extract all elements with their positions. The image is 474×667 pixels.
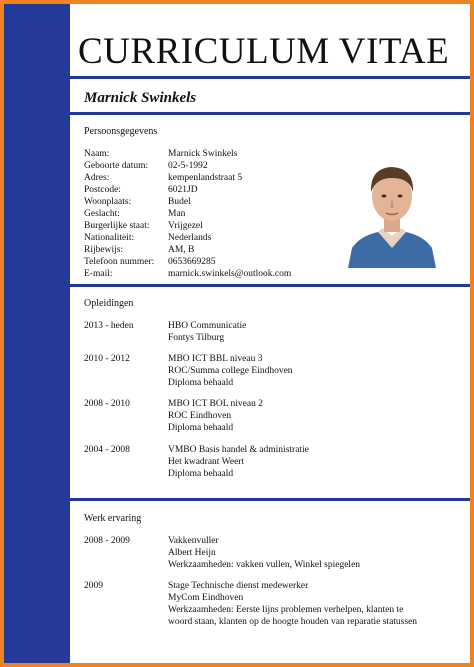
education-line: MBO ICT BOL niveau 2 — [168, 399, 263, 409]
divider-personal — [70, 284, 470, 287]
profile-photo — [344, 156, 440, 268]
work-line: Werkzaamheden: Eerste lijns problemen verhelpen, klanten te — [168, 605, 404, 615]
personal-value: 0653669285 — [168, 257, 216, 267]
education-period: 2004 - 2008 — [84, 445, 130, 455]
education-line: ROC Eindhoven — [168, 411, 232, 421]
education-line: Het kwadrant Weert — [168, 457, 245, 467]
personal-value: kempenlandstraat 5 — [168, 173, 243, 183]
personal-label: Naam: — [84, 149, 110, 159]
personal-value: 02-5-1992 — [168, 161, 208, 171]
sidebar-band — [4, 4, 70, 663]
personal-label: Adres: — [84, 173, 110, 183]
education-heading: Opleidingen — [84, 298, 134, 309]
personal-label: E-mail: — [84, 269, 113, 279]
education-period: 2010 - 2012 — [84, 354, 130, 364]
personal-label: Postcode: — [84, 185, 121, 195]
personal-value: Budel — [168, 197, 191, 207]
education-line: HBO Communicatie — [168, 321, 247, 331]
personal-label: Nationaliteit: — [84, 233, 135, 243]
divider-education — [70, 498, 470, 501]
document-title: CURRICULUM VITAE — [78, 31, 450, 72]
work-line: Albert Heijn — [168, 548, 216, 558]
divider-top — [70, 76, 470, 79]
personal-value: marnick.swinkels@outlook.com — [168, 269, 292, 279]
education-period: 2013 - heden — [84, 321, 134, 331]
education-line: Fontys Tilburg — [168, 333, 225, 343]
education-period: 2008 - 2010 — [84, 399, 130, 409]
education-line: Diploma behaald — [168, 423, 234, 433]
divider-name — [70, 112, 470, 115]
personal-label: Geslacht: — [84, 209, 120, 219]
work-heading: Werk ervaring — [84, 513, 142, 524]
work-line: woord staan, klanten op de hoogte houden van reparatie statussen — [168, 617, 418, 627]
work-line: MyCom Eindhoven — [168, 593, 244, 603]
personal-value: Man — [168, 209, 186, 219]
personal-value: 6021JD — [168, 185, 198, 195]
education-line: Diploma behaald — [168, 469, 234, 479]
work-line: Stage Technische dienst medewerker — [168, 581, 309, 591]
personal-value: AM, B — [168, 245, 195, 255]
personal-label: Burgerlijke staat: — [84, 221, 150, 231]
personal-label: Telefoon nummer: — [84, 257, 155, 267]
personal-label: Rijbewijs: — [84, 245, 124, 255]
personal-value: Marnick Swinkels — [168, 149, 238, 159]
personal-value: Nederlands — [168, 233, 212, 243]
personal-heading: Persoonsgegevens — [84, 126, 158, 137]
personal-label: Geboorte datum: — [84, 161, 149, 171]
cv-page — [4, 4, 470, 663]
work-period: 2008 - 2009 — [84, 536, 130, 546]
work-line: Werkzaamheden: vakken vullen, Winkel spiegelen — [168, 560, 361, 570]
candidate-name: Marnick Swinkels — [84, 90, 197, 106]
personal-label: Woonplaats: — [84, 197, 132, 207]
personal-value: Vrijgezel — [168, 221, 203, 231]
work-line: Vakkenvuller — [168, 536, 219, 546]
education-line: ROC/Summa college Eindhoven — [168, 366, 293, 376]
education-line: VMBO Basis handel & administratie — [168, 445, 309, 455]
education-line: Diploma behaald — [168, 378, 234, 388]
education-line: MBO ICT BBL niveau 3 — [168, 354, 263, 364]
work-period: 2009 — [84, 581, 103, 591]
